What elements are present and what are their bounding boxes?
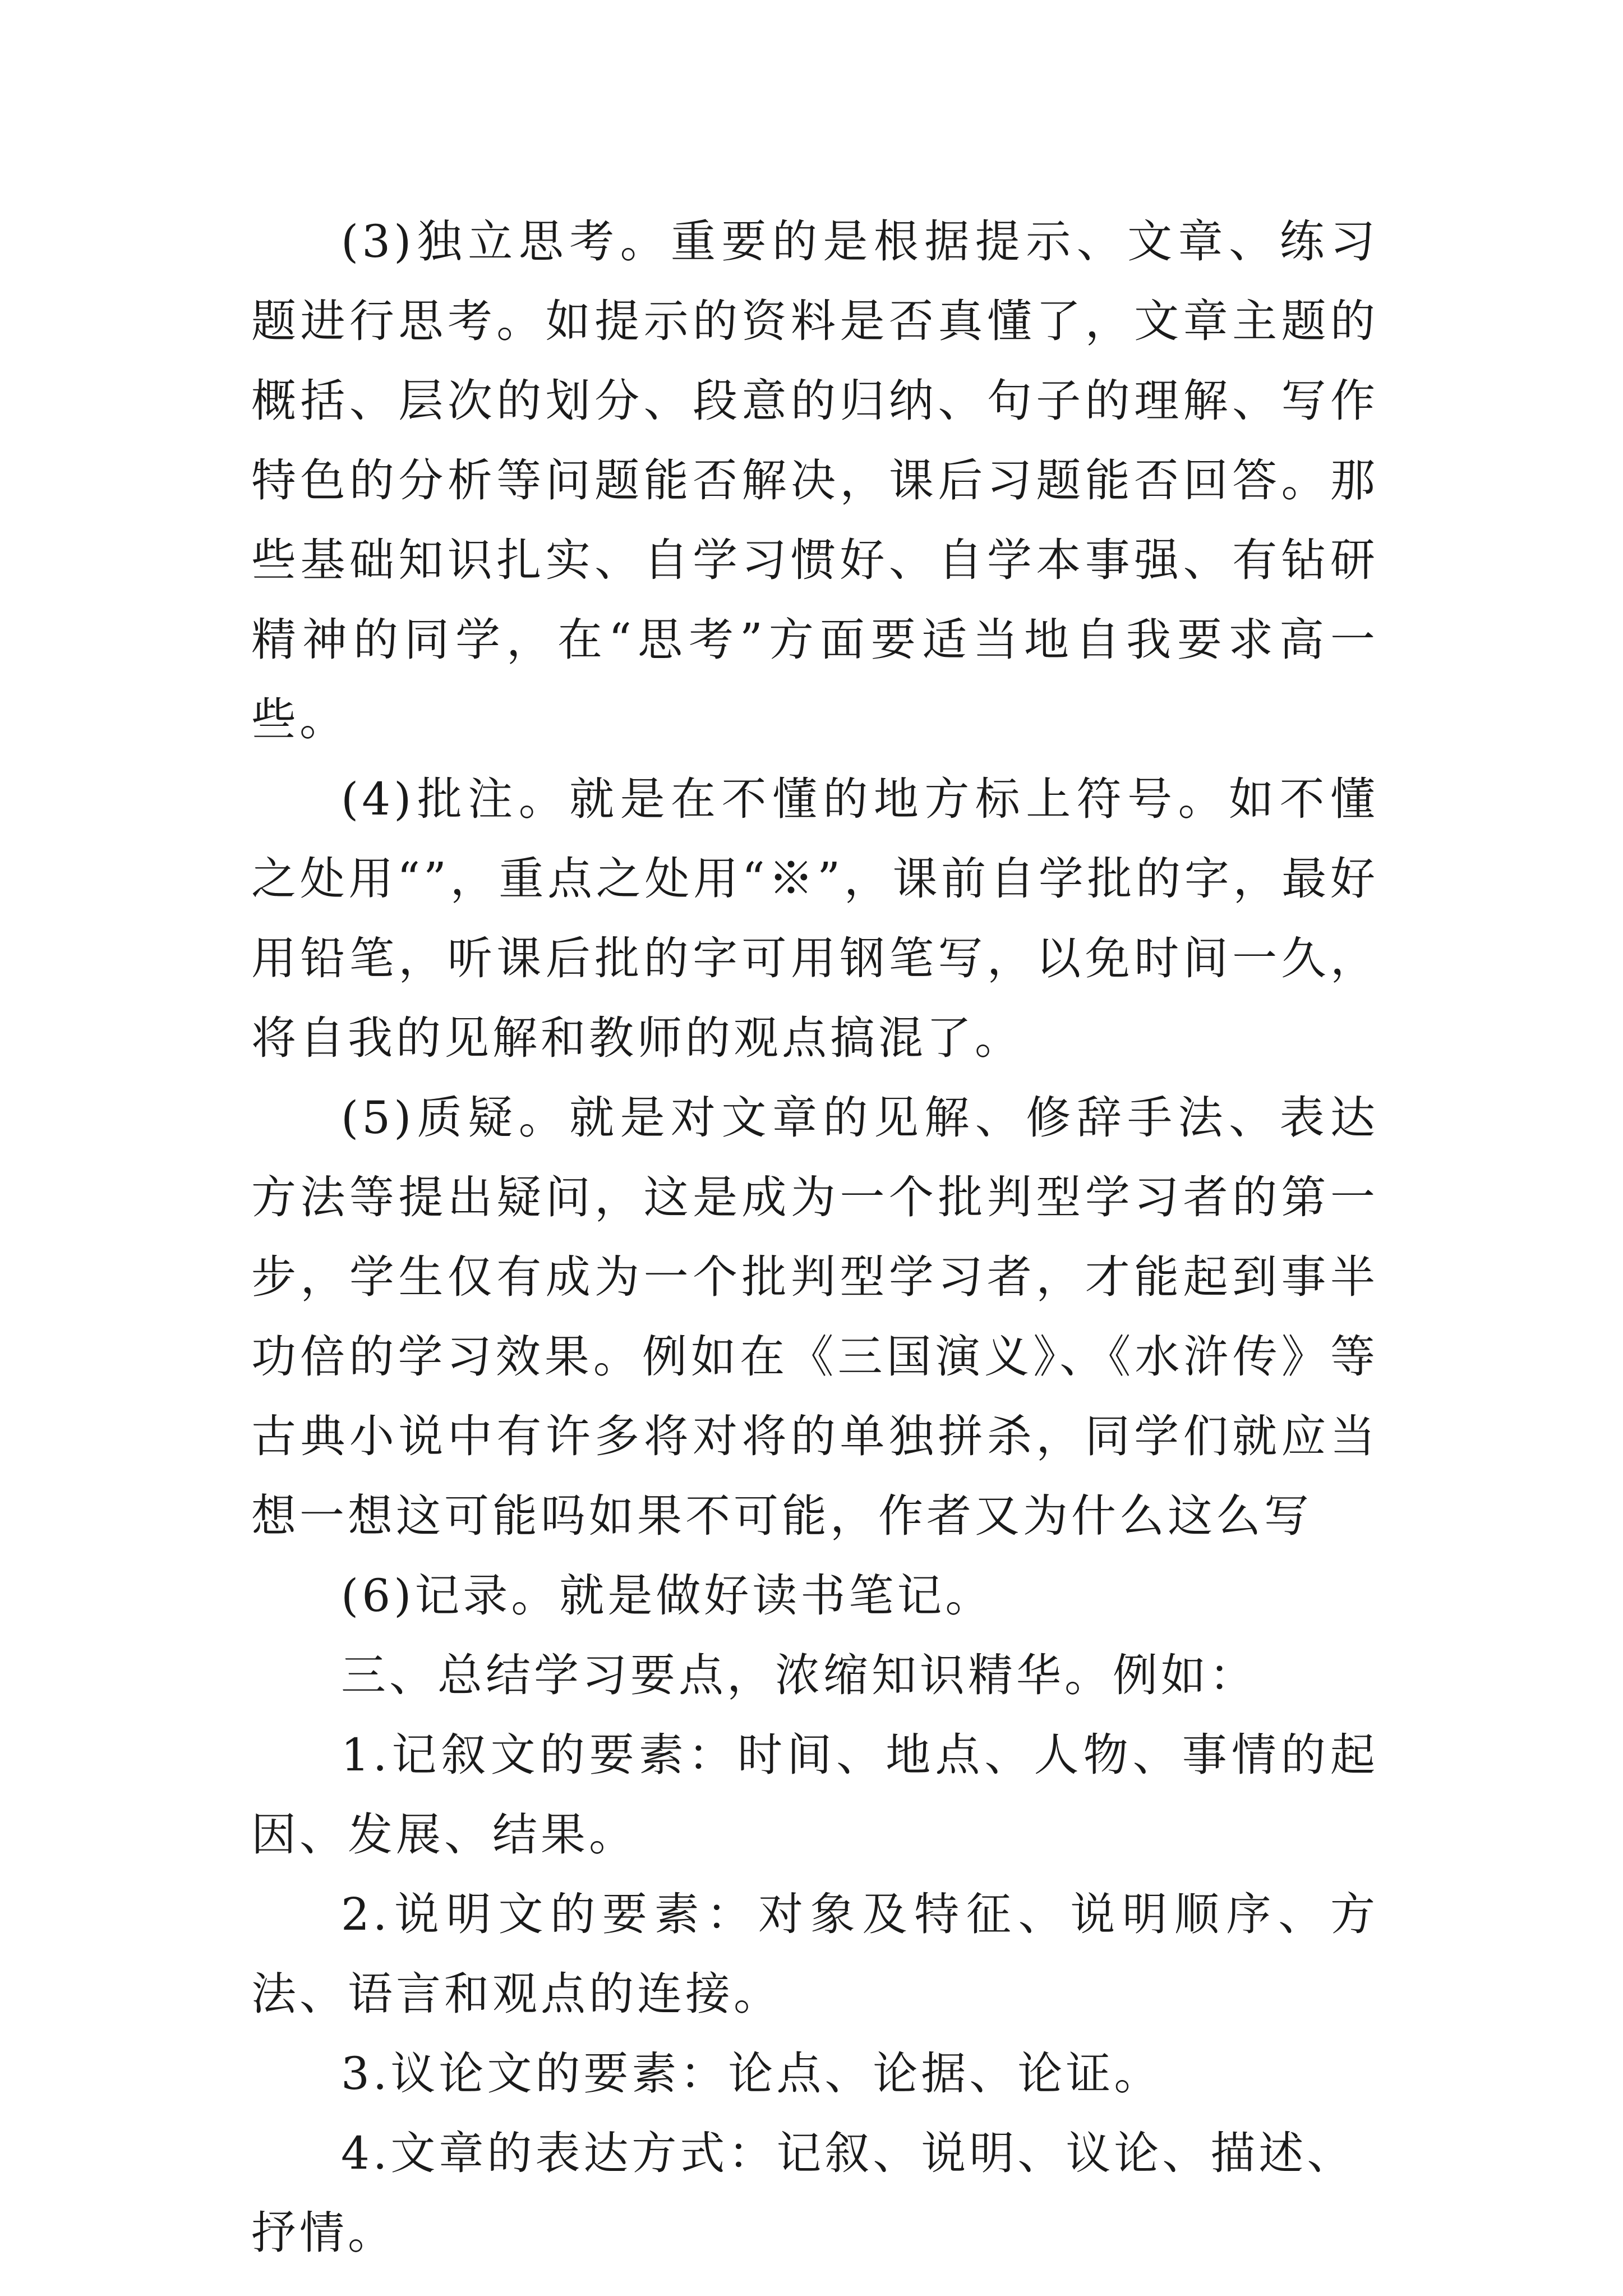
document-body <box>251 202 1378 2273</box>
paragraph-independent-thinking: (3)独立思考。重要的是根据提示、文章、练习题进行思考。如提示的资料是否真懂了，文章主题的概括、层次的划分、段意的归纳、句子的理解、写作特色的分析等问题能否解决，课后习题能否回答。那些基础知识扎实、自学习惯好、自学本事强、有钻研精神的同学，在“思考”方面要适当地自我要求高一些。 <box>251 215 1378 746</box>
list-item-expository-elements: 2.说明文的要素：对象及特征、说明顺序、方法、语言和观点的连接。 <box>251 1888 1378 2020</box>
list-item-narrative-elements: 1.记叙文的要素：时间、地点、人物、事情的起因、发展、结果。 <box>251 1729 1378 1861</box>
paragraph-questioning: (5)质疑。就是对文章的见解、修辞手法、表达方法等提出疑问，这是成为一个批判型学习者的第一步，学生仅有成为一个批判型学习者，才能起到事半功倍的学习效果。例如在《三国演义》、《水浒传》等古典小说中有许多将对将的单独拼杀，同学们就应当想一想这可能吗如果不可能，作者又为什么这么写 <box>251 1092 1378 1542</box>
paragraph-recording: (6)记录。就是做好读书笔记。 <box>341 1570 994 1622</box>
list-item-expression-modes: 4.文章的表达方式：记叙、说明、议论、描述、抒情。 <box>251 2127 1355 2259</box>
list-item-argumentative-elements: 3.议论文的要素：论点、论据、论证。 <box>341 2047 1163 2100</box>
section-heading-summary: 三、总结学习要点，浓缩知识精华。例如： <box>341 1649 1257 1701</box>
paragraph-annotation: (4)批注。就是在不懂的地方标上符号。如不懂之处用“”，重点之处用“※”，课前自学批的字，最好用铅笔，听课后批的字可用钢笔写，以免时间一久，将自我的见解和教师的观点搞混了。 <box>251 773 1378 1064</box>
